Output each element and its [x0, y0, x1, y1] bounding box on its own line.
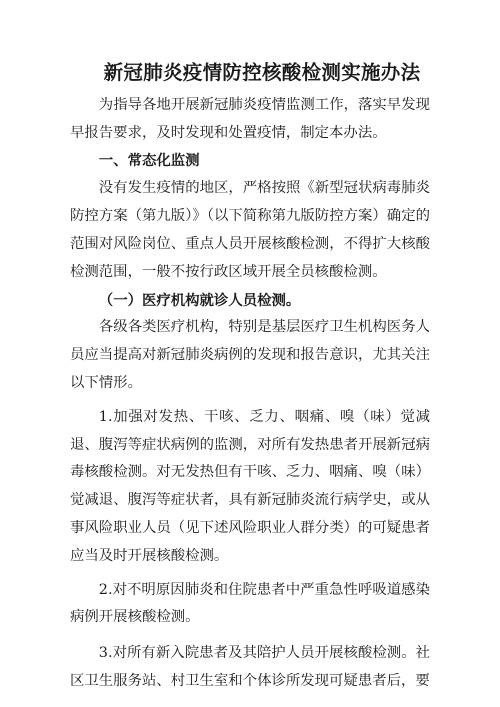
section-paragraph-routine-monitoring: 没有发生疫情的地区，严格按照《新型冠状病毒肺炎防控方案（第九版）》（以下简称第九版防控方案）确定的范围对风险岗位、重点人员开展核酸检测，不得扩大核酸检测范围，一般不按行政区域开展全员核酸检测。	[70, 180, 430, 280]
subsection-paragraph-medical-institutions: 各级各类医疗机构，特别是基层医疗卫生机构医务人员应当提高对新冠肺炎病例的发现和报告意识，尤其关注以下情形。	[70, 319, 430, 391]
document-body	[70, 92, 430, 696]
list-item-1: 1.加强对发热、干咳、乏力、咽痛、嗅（味）觉减退、腹泻等症状病例的监测，对所有发热患者开展新冠病毒核酸检测。对无发热但有干咳、乏力、咽痛、嗅（味）觉减退、腹泻等症状者，具有新冠肺炎流行病学史，或从事风险职业人员（见下述风险职业人群分类）的可疑患者应当及时开展核酸检测。	[70, 408, 430, 564]
list-item-3: 3.对所有新入院患者及其陪护人员开展核酸检测。社区卫生服务站、村卫生室和个体诊所发现可疑患者后，要	[70, 645, 430, 689]
document-title: 新冠肺炎疫情防控核酸检测实施办法	[103, 61, 421, 84]
subsection-heading-medical-institutions: （一）医疗机构就诊人员检测。	[98, 291, 301, 309]
list-item-2: 2.对不明原因肺炎和住院患者中严重急性呼吸道感染病例开展核酸检测。	[70, 581, 430, 626]
intro-paragraph: 为指导各地开展新冠肺炎疫情监测工作，落实早发现早报告要求，及时发现和处置疫情，制定本办法。	[70, 97, 430, 141]
section-heading-routine-monitoring: 一、常态化监测	[98, 152, 200, 169]
